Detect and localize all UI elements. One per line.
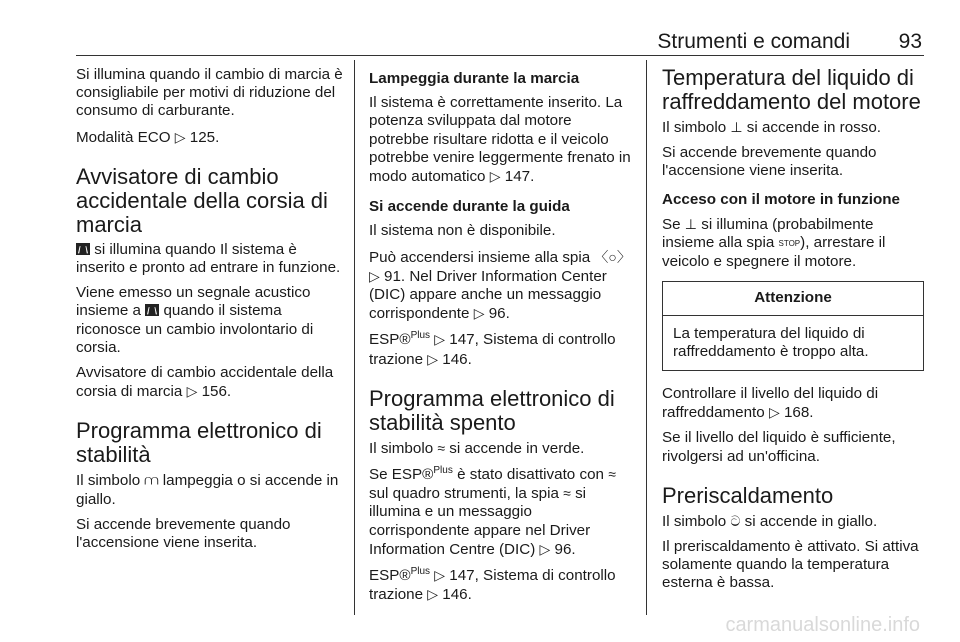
arrow-icon: ▷ [369, 267, 380, 284]
column-2 [369, 66, 635, 611]
paragraph [662, 385, 924, 422]
paragraph: Si accende brevemente quando l'accensione viene inserita. [662, 144, 877, 180]
warning-title: Attenzione [663, 282, 923, 315]
paragraph [662, 118, 924, 137]
car-skid-icon: ≈ [563, 485, 571, 502]
header-rule [76, 55, 924, 56]
arrow-icon: ▷ [174, 128, 186, 145]
text: si accende in giallo. [740, 512, 878, 530]
text: è stato disattivato con [452, 466, 609, 484]
text: si accende in verde. [445, 439, 585, 457]
arrow-icon: ▷ [489, 168, 501, 185]
text: Il simbolo [662, 119, 731, 136]
paragraph: Il preriscaldamento è attivato. Si attiva solamente quando la temperatura esterna è bassa. [662, 538, 919, 592]
arrow-icon: ▷ [186, 383, 198, 400]
text: si illumina e un messaggio corrispondente appare nel Driver Information Centre (DIC) [369, 485, 591, 558]
text: Controllare il livello del liquido di raffreddamento [662, 385, 879, 422]
page-ref[interactable]: 96. [488, 305, 510, 323]
paragraph [76, 241, 346, 277]
page-ref[interactable]: 96. [554, 540, 576, 558]
text: Se [662, 215, 685, 233]
paragraph: Si illumina quando il cambio di marcia è consigliabile per motivi di riduzione del consumo di carburante. [76, 66, 343, 120]
text: sul quadro strumenti, la spia [369, 485, 564, 503]
header-title: Strumenti e comandi [657, 30, 850, 53]
warning-box [662, 281, 924, 371]
car-skid-icon: ≈ [437, 439, 446, 456]
superscript: Plus [410, 566, 431, 577]
glow-plug-icon: ට [730, 512, 741, 529]
arrow-icon: ▷ [768, 404, 780, 421]
column-1 [76, 66, 346, 559]
paragraph: Se il livello del liquido è sufficiente, rivolgersi ad un'officina. [662, 429, 896, 465]
superscript: Plus [433, 464, 453, 476]
arrow-icon: ▷ [427, 586, 439, 603]
paragraph [369, 330, 635, 368]
heading-lane-departure: Avvisatore di cambio accidentale della corsia di marcia [76, 163, 328, 237]
brake-icon: 〈○〉 [594, 248, 631, 265]
car-skid-icon: ≈ [608, 466, 616, 483]
heading-coolant-temp: Temperatura del liquido di raffreddamento del motore [662, 65, 921, 114]
stop-icon: STOP [778, 239, 801, 249]
text: quando il sistema riconosce un cambio involontario di corsia. [76, 302, 314, 356]
paragraph [76, 471, 346, 508]
paragraph: Si accende brevemente quando l'accensione viene inserita. [76, 515, 291, 552]
watermark: carmanualsonline.info [725, 614, 920, 636]
arrow-icon: ▷ [434, 567, 446, 584]
paragraph [76, 364, 346, 401]
heading-esp: Programma elettronico di stabilità [76, 418, 322, 468]
paragraph [369, 566, 635, 604]
text: Viene emesso un segnale acustico insieme a [76, 284, 311, 320]
text: Il sistema è correttamente inserito. La potenza sviluppata dal motore potrebbe risultare ridotta e il veicolo potrebbe venire leggermente frenato in modo automatico [369, 94, 631, 186]
text: ), arrestare il veicolo e spegnere il motore. [662, 234, 886, 271]
lane-departure-icon [76, 243, 90, 255]
paragraph [369, 94, 635, 186]
heading-engine-running: Acceso con il motore in funzione [662, 190, 900, 208]
text: Il simbolo [662, 512, 731, 530]
column-3 [662, 66, 924, 600]
paragraph [369, 439, 635, 458]
paragraph: Il sistema non è disponibile. [369, 222, 556, 240]
column-divider-2 [646, 60, 647, 615]
text: ESP® [369, 331, 411, 349]
text: Se ESP® [369, 466, 434, 484]
heading-flashing: Lampeggia durante la marcia [369, 70, 580, 87]
paragraph [369, 248, 635, 324]
arrow-icon: ▷ [434, 331, 446, 348]
text: Può accendersi insieme alla spia [369, 248, 595, 266]
text: Il simbolo [76, 472, 145, 490]
warning-text: La temperatura del liquido di raffreddamento è troppo alta. [673, 324, 869, 360]
page-ref[interactable]: 125. [189, 128, 220, 146]
heading-esp-off: Programma elettronico di stabilità spento [369, 385, 615, 435]
heading-lit-driving: Si accende durante la guida [369, 198, 570, 216]
coolant-temperature-icon: ⊥ [730, 119, 743, 135]
paragraph [76, 128, 346, 147]
text: lampeggia o si accende in giallo. [76, 472, 339, 508]
heading-preheating: Preriscaldamento [662, 482, 834, 508]
page-ref[interactable]: 156. [201, 383, 232, 401]
superscript: Plus [410, 330, 431, 342]
text: si illumina (probabilmente insieme alla spia [662, 215, 874, 252]
text: Modalità ECO [76, 128, 175, 146]
page-ref[interactable]: 146. [442, 586, 472, 604]
arrow-icon: ▷ [539, 540, 551, 557]
arrow-icon: ▷ [427, 350, 439, 367]
text: 147, Sistema di controllo trazione [369, 567, 616, 604]
paragraph [369, 465, 635, 559]
page-number: 93 [898, 30, 922, 53]
paragraph [662, 215, 924, 272]
lane-departure-icon [145, 304, 159, 316]
esp-icon: ⩋ [144, 472, 159, 489]
page-ref[interactable]: 146. [442, 350, 472, 368]
arrow-icon: ▷ [473, 305, 485, 322]
page-ref[interactable]: 168. [783, 404, 814, 422]
page-ref[interactable]: 147. [504, 168, 535, 186]
text: 147, Sistema di controllo trazione [369, 331, 616, 368]
paragraph [662, 512, 924, 531]
paragraph [76, 284, 346, 357]
coolant-temperature-icon: ⊥ [684, 215, 697, 232]
text: Avvisatore di cambio accidentale della corsia di marcia [76, 364, 334, 401]
text: si illumina quando Il sistema è inserito e pronto ad entrare in funzione. [76, 240, 341, 277]
text: ESP® [369, 567, 411, 585]
text: si accende in rosso. [742, 119, 882, 136]
text: Il simbolo [369, 439, 438, 457]
column-divider-1 [354, 60, 355, 615]
text: 91. Nel Driver Information Center (DIC) appare anche un messaggio corrispondente [369, 267, 607, 323]
